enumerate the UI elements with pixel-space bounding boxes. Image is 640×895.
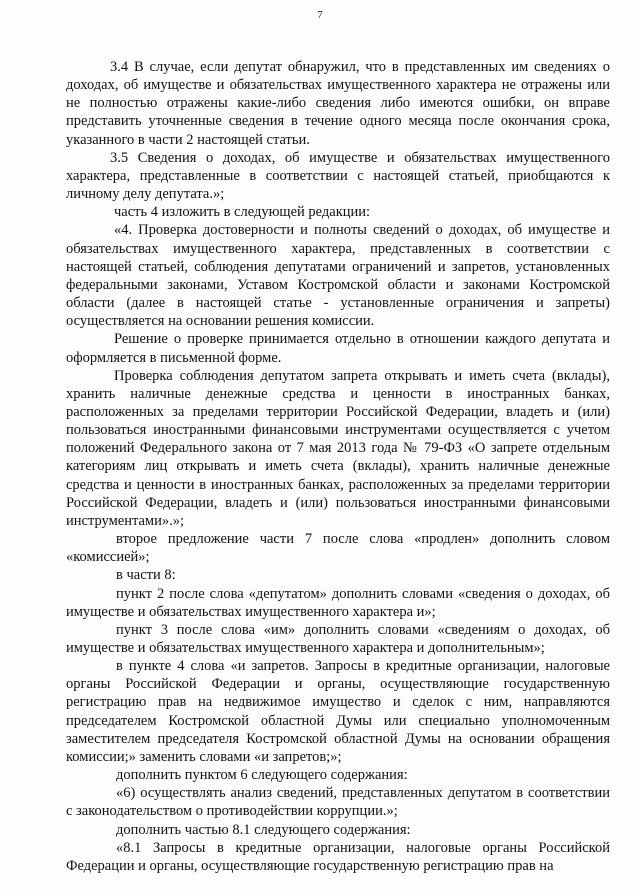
paragraph-add-part-8-1: дополнить частью 8.1 следующего содержания: [116, 821, 411, 838]
paragraph-part-4-text: «4. Проверка достоверности и полноты сведений о доходах, об имуществе и обязательствах имущественного характера, представленных в соответствии с настоящей статьей, соблюдения депутатами ограничений и запретов, установленных федеральными законами, Уставом Костромской области и законами Костромской области (далее в настоящей статье - установленные ограничения и запреты) осуществляется на основании решения комиссии. [66, 222, 610, 330]
page-number: 7 [317, 9, 323, 21]
document-body [66, 58, 610, 875]
paragraph-part-8-1-text: «8.1 Запросы в кредитные организации, налоговые органы Российской Федерации и органы, осуществляющие государственную регистрацию прав на [66, 839, 610, 874]
paragraph-item-2: пункт 2 после слова «депутатом» дополнить словами «сведения о доходах, об имуществе и обязательствах имущественного характера и»; [66, 585, 610, 620]
paragraph-foreign-accounts: Проверка соблюдения депутатом запрета открывать и иметь счета (вклады), хранить наличные денежные средства и ценности в иностранных банках, расположенных за пределами территории Российской Федерации, владеть и (или) пользоваться иностранными финансовыми инструментами осуществляется с учетом положений Федерального закона от 7 мая 2013 года № 79-ФЗ «О запрете отдельным категориям лиц открывать и иметь счета (вклады), хранить наличные денежные средства и ценности в иностранных банках, расположенных за пределами территории Российской Федерации, владеть и (или) пользоваться иностранными финансовыми инструментами».»; [66, 367, 610, 529]
paragraph-part-4-intro: часть 4 изложить в следующей редакции: [114, 204, 371, 221]
paragraph-item-6-text: «6) осуществлять анализ сведений, представленных депутатом в соответствии с законодательством о противодействии коррупции.»; [66, 785, 610, 820]
paragraph-3-4: 3.4 В случае, если депутат обнаружил, что в представленных им сведениях о доходах, об имуществе и обязательствах имущественного характера не отражены или не полностью отражены какие-либо сведения либо имеются ошибки, он вправе представить уточненные сведения в течение одного месяца после окончания срока, указанного в части 2 настоящей статьи. [66, 59, 610, 148]
paragraph-add-item-6: дополнить пунктом 6 следующего содержания: [116, 767, 408, 784]
paragraph-decision: Решение о проверке принимается отдельно в отношении каждого депутата и оформляется в письменной форме. [66, 331, 610, 366]
paragraph-part-7: второе предложение части 7 после слова «продлен» дополнить словом «комиссией»; [66, 531, 610, 566]
paragraph-3-5: 3.5 Сведения о доходах, об имуществе и обязательствах имущественного характера, представленные в соответствии с настоящей статьей, приобщаются к личному делу депутата.»; [66, 149, 610, 203]
paragraph-item-3: пункт 3 после слова «им» дополнить словами «сведениям о доходах, об имуществе и обязательствах имущественного характера и дополнительным»; [66, 621, 610, 656]
paragraph-part-8-intro: в части 8: [116, 567, 176, 584]
paragraph-item-4: в пункте 4 слова «и запретов. Запросы в кредитные организации, налоговые органы Российской Федерации и органы, осуществляющие государственную регистрацию прав на недвижимое имущество и сделок с ним, направляются председателем Костромской областной Думы или специально уполномоченным заместителем председателя Костромской областной Думы на основании обращения комиссии;» заменить словами «и запретов;»; [66, 658, 610, 765]
